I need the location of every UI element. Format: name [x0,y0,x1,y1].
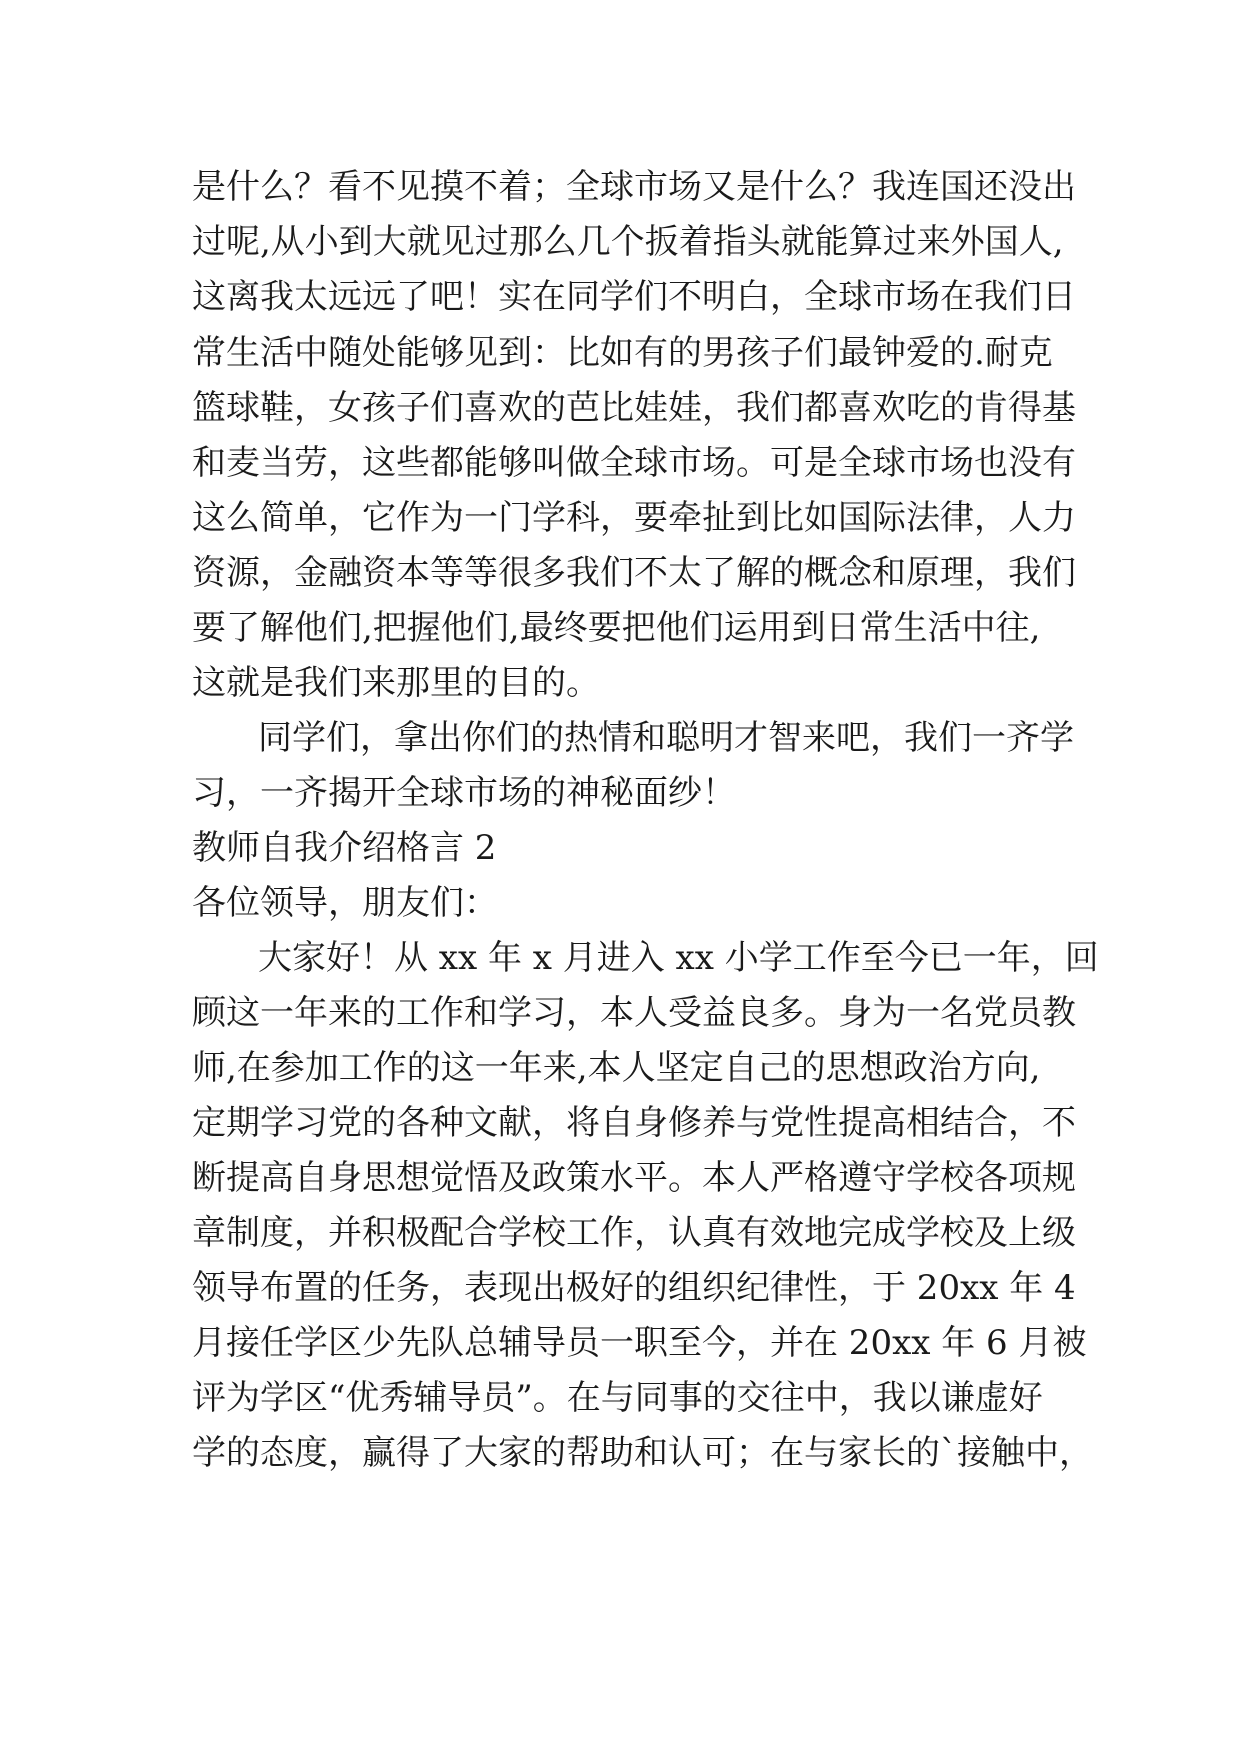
text-line: 这就是我们来那里的目的。 [192,663,600,703]
text-line: 领导布置的任务，表现出极好的组织纪律性，于 20xx 年 4 [192,1268,1076,1308]
text-line: 师,在参加工作的这一年来,本人坚定自己的思想政治方向, [192,1048,1041,1088]
text-line: 月接任学区少先队总辅导员一职至今，并在 20xx 年 6 月被 [192,1323,1087,1363]
text-line: 学的态度，赢得了大家的帮助和认可；在与家长的`接触中， [192,1433,1093,1473]
paragraph-start-line: 大家好！从 xx 年 x 月进入 xx 小学工作至今已一年，回 [258,938,1099,978]
text-line: 过呢,从小到大就见过那么几个扳着指头就能算过来外国人, [192,222,1064,262]
paragraph-start-line: 同学们，拿出你们的热情和聪明才智来吧，我们一齐学 [258,718,1074,758]
salutation: 各位领导，朋友们： [192,883,498,923]
section-heading: 教师自我介绍格言 2 [192,828,497,868]
text-line: 篮球鞋，女孩子们喜欢的芭比娃娃，我们都喜欢吃的肯得基 [192,388,1076,428]
text-line: 要了解他们,把握他们,最终要把他们运用到日常生活中往, [192,608,1041,648]
text-line: 断提高自身思想觉悟及政策水平。本人严格遵守学校各项规 [192,1158,1076,1198]
text-line: 评为学区“优秀辅导员”。在与同事的交往中，我以谦虚好 [192,1378,1043,1418]
text-line: 和麦当劳，这些都能够叫做全球市场。可是全球市场也没有 [192,443,1076,483]
text-line: 资源，金融资本等等很多我们不太了解的概念和原理，我们 [192,553,1076,593]
text-line: 这离我太远远了吧！实在同学们不明白，全球市场在我们日 [192,277,1076,317]
text-line: 习，一齐揭开全球市场的神秘面纱！ [192,773,736,813]
text-line: 定期学习党的各种文献，将自身修养与党性提高相结合，不 [192,1103,1076,1143]
text-line: 这么简单，它作为一门学科，要牵扯到比如国际法律，人力 [192,498,1076,538]
text-line: 章制度，并积极配合学校工作，认真有效地完成学校及上级 [192,1213,1076,1253]
text-line: 是什么？看不见摸不着；全球市场又是什么？我连国还没出 [192,167,1076,207]
text-line: 常生活中随处能够见到：比如有的男孩子们最钟爱的.耐克 [192,333,1053,373]
text-line: 顾这一年来的工作和学习，本人受益良多。身为一名党员教 [192,993,1076,1033]
